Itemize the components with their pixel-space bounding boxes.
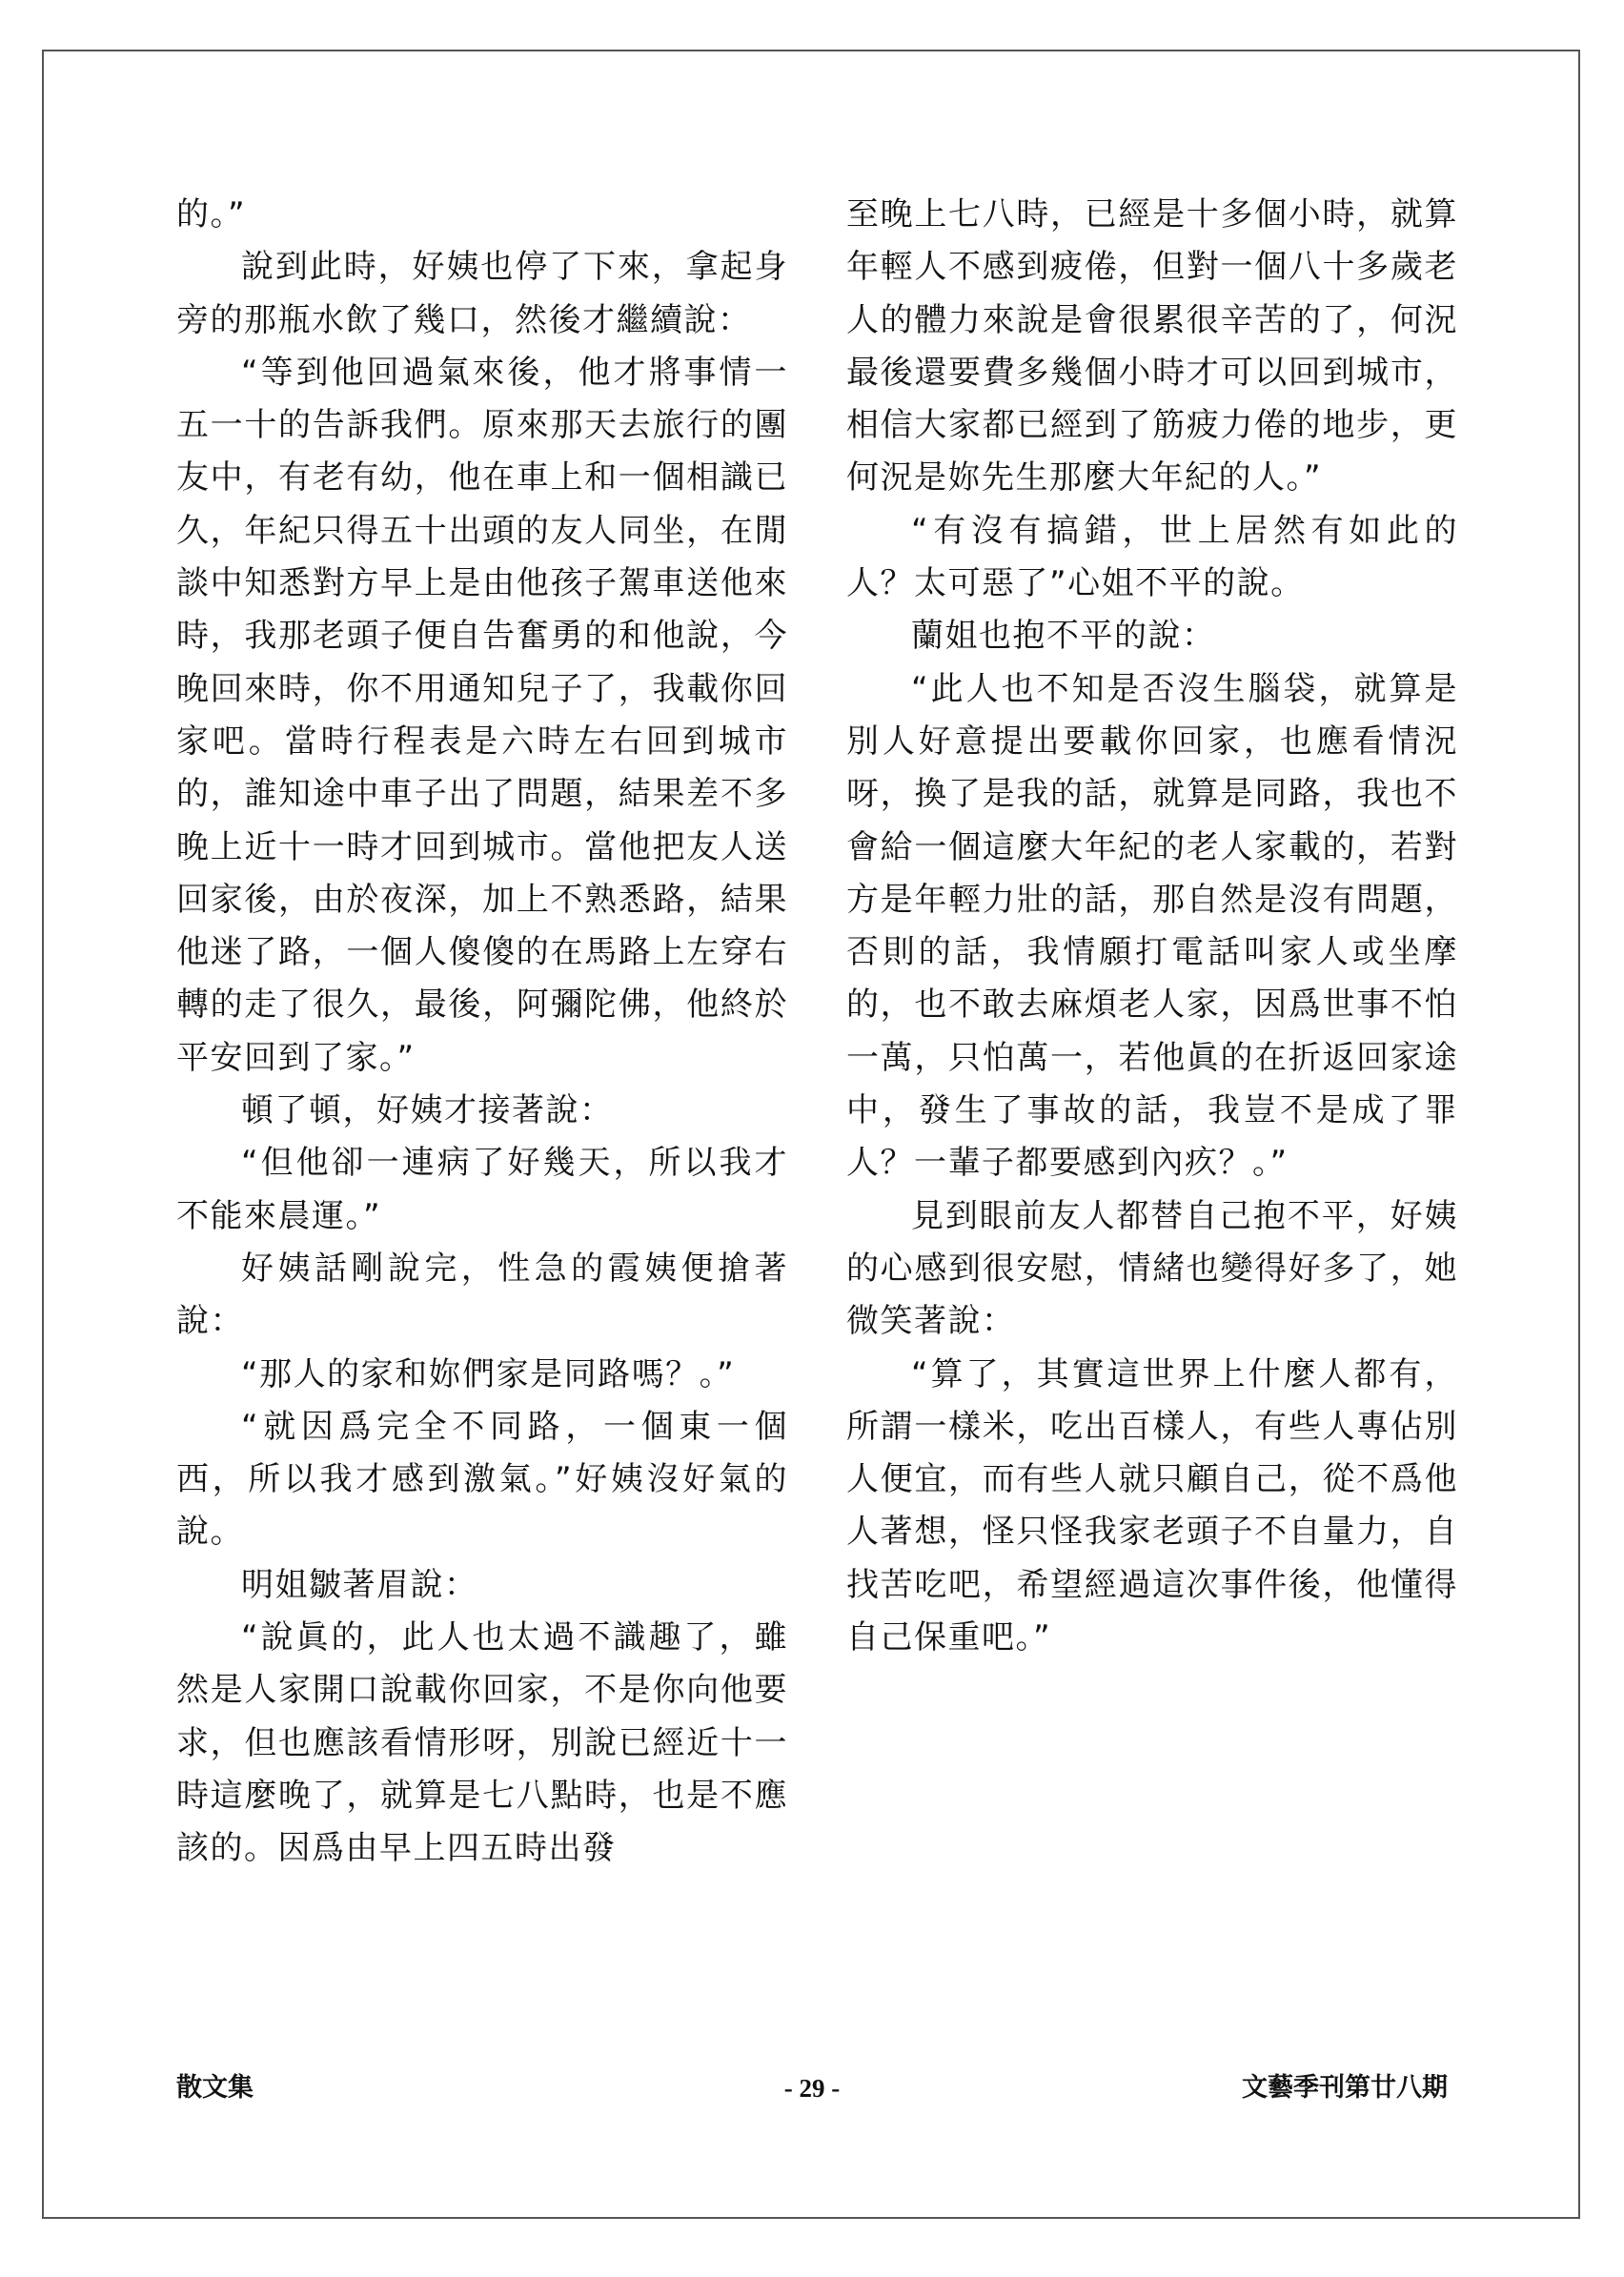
paragraph: “但他卻一連病了好幾天，所以我才不能來晨運。” [176,1144,788,1235]
paragraph: 蘭姐也抱不平的說： [911,617,1216,656]
paragraph: “算了，其實這世界上什麼人都有，所謂一樣米，吃出百樣人，有些人專佔別人便宜，而有些人就只顧自己，從不爲他人著想，怪只怪我家老頭子不自量力，自找苦吃吧，希望經過這次事件後，他懂得自己保重吧。” [846,1354,1458,1657]
paragraph: “等到他回過氣來後，他才將事情一五一十的告訴我們。原來那天去旅行的團友中，有老有幼，他在車上和一個相識已久，年紀只得五十出頭的友人同坐，在閒談中知悉對方早上是由他孩子駕車送他來時，我那老頭子便自告奮勇的和他說，今晚回來時，你不用通知兒子了，我載你回家吧。當時行程表是六時左右回到城市的，誰知途中車子出了問題，結果差不多晚上近十一時才回到城市。當他把友人送回家後，由於夜深，加上不熟悉路，結果他迷了路，一個人傻傻的在馬路上左穿右轉的走了很久，最後，阿彌陀佛，他終於平安回到了家。” [176,353,788,1077]
paragraph: “有沒有搞錯，世上居然有如此的人？太可惡了”心姐不平的說。 [846,511,1458,603]
footer-section-name: 散文集 [176,2073,254,2103]
paragraph: 的。” [176,195,247,234]
footer-page-number: - 29 - [783,2074,841,2103]
paragraph: “就因爲完全不同路，一個東一個西，所以我才感到激氣。”好姨沒好氣的說。 [176,1407,788,1552]
paragraph: “此人也不知是否沒生腦袋，就算是別人好意提出要載你回家，也應看情況呀，換了是我的話，就算是同路，我也不會給一個這麼大年紀的老人家載的，若對方是年輕力壯的話，那自然是沒有問題，否則的話，我情願打電話叫家人或坐摩的，也不敢去麻煩老人家，因爲世事不怕一萬，只怕萬一，若他眞的在折返回家途中，發生了事故的話，我豈不是成了罪人？一輩子都要感到內疚？。” [846,669,1458,1183]
paragraph: “說眞的，此人也太過不識趣了，雖然是人家開口說載你回家，不是你向他要求，但也應該看情形呀，別說已經近十一時這麼晚了，就算是七八點時，也是不應該的。因爲由早上四五時出發 [176,1618,788,1868]
footer-publication-title: 文藝季刊第廿八期 [1242,2073,1448,2103]
paragraph: 好姨話剛說完，性急的霞姨便搶著說： [176,1249,788,1341]
paragraph: 頓了頓，好姨才接著說： [241,1091,614,1130]
paragraph: 至晚上七八時，已經是十多個小時，就算年輕人不感到疲倦，但對一個八十多歲老人的體力來說是會很累很辛苦的了，何況最後還要費多幾個小時才可以回到城市，相信大家都已經到了筋疲力倦的地步，更何況是妳先生那麼大年紀的人。” [846,195,1458,498]
paragraph: “那人的家和妳們家是同路嗎？。” [241,1354,736,1393]
paragraph: 明姐皺著眉說： [241,1565,478,1604]
paragraph: 見到眼前友人都替自己抱不平，好姨的心感到很安慰，情緒也變得好多了，她微笑著說： [846,1196,1458,1341]
right-text-column [846,189,1458,1664]
left-text-column [176,189,788,1876]
paragraph: 說到此時，好姨也停了下來，拿起身旁的那瓶水飲了幾口，然後才繼續說： [176,248,788,339]
